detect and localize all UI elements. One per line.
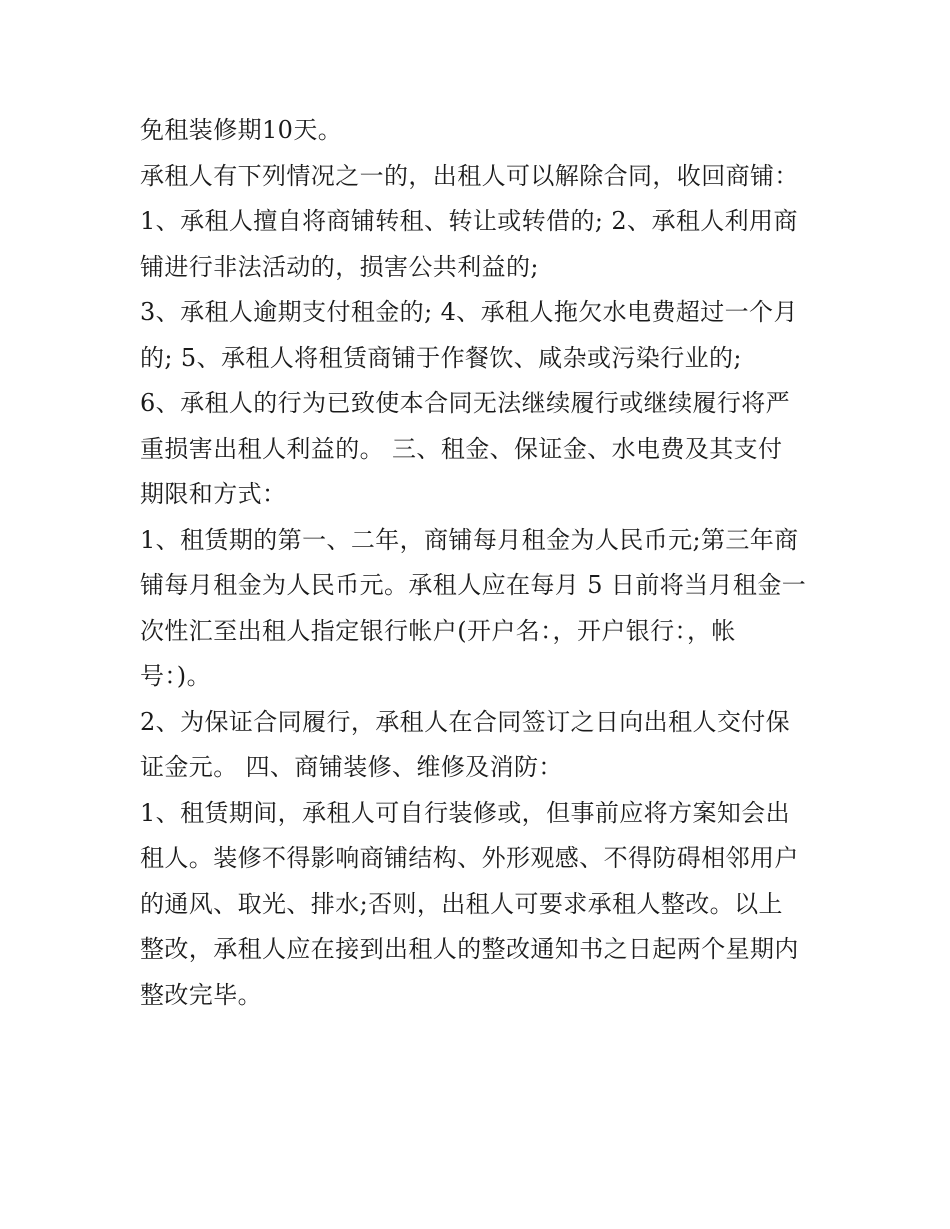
text-line: 3、承租人逾期支付租金的; 4、承租人拖欠水电费超过一个月 — [140, 298, 798, 326]
text-line: 整改，承租人应在接到出租人的整改通知书之日起两个星期内 — [140, 935, 799, 963]
text-line: 次性汇至出租人指定银行帐户(开户名：，开户银行：，帐 — [140, 616, 736, 645]
document-body — [140, 108, 830, 1018]
text-line: 的; 5、承租人将租赁商铺于作餐饮、咸杂或污染行业的; — [140, 343, 742, 372]
text-line: 铺进行非法活动的，损害公共利益的; — [140, 252, 539, 281]
text-line: 承租人有下列情况之一的，出租人可以解除合同，收回商铺： — [140, 161, 799, 190]
text-line: 2、为保证合同履行，承租人在合同签订之日向出租人交付保 — [140, 707, 791, 736]
text-line: 铺每月租金为人民币元。承租人应在每月 5 日前将当月租金一 — [140, 571, 807, 599]
text-line: 免租装修期10天。 — [140, 116, 343, 144]
text-line: 6、承租人的行为已致使本合同无法继续履行或继续履行将严 — [140, 389, 791, 417]
text-line: 重损害出租人利益的。 三、租金、保证金、水电费及其支付 — [140, 434, 783, 463]
text-line: 期限和方式： — [140, 480, 287, 508]
text-line: 整改完毕。 — [140, 980, 262, 1009]
text-line: 号：)。 — [140, 662, 211, 690]
text-line: 1、租赁期间，承租人可自行装修或，但事前应将方案知会出 — [140, 798, 791, 827]
text-line: 1、租赁期的第一、二年，商铺每月租金为人民币元;第三年商 — [140, 525, 799, 554]
text-line: 租人。装修不得影响商铺结构、外形观感、不得防碍相邻用户 — [140, 844, 799, 872]
text-line: 1、承租人擅自将商铺转租、转让或转借的; 2、承租人利用商 — [140, 207, 798, 235]
text-line: 的通风、取光、排水;否则，出租人可要求承租人整改。以上 — [140, 889, 783, 918]
text-line: 证金元。 四、商铺装修、维修及消防： — [140, 753, 563, 781]
